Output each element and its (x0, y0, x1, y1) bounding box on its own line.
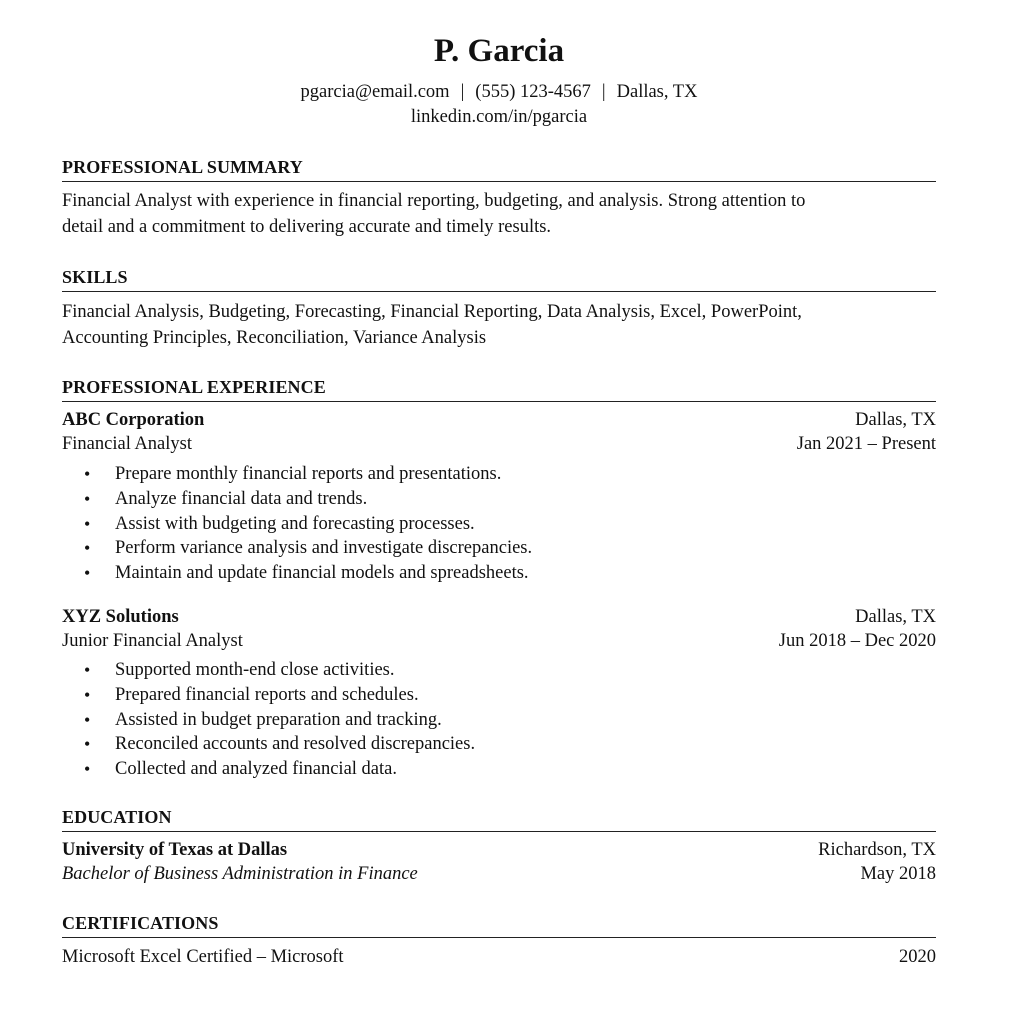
school-name: University of Texas at Dallas (62, 840, 288, 860)
job-location: Dallas, TX (855, 410, 936, 430)
phone-text: (555) 123-4567 (475, 82, 591, 102)
list-item: • Assisted in budget preparation and tracking. (62, 708, 936, 733)
company-name: XYZ Solutions (62, 607, 179, 627)
list-item: • Reconciled accounts and resolved discrepancies. (62, 732, 936, 757)
job-bullets (62, 658, 936, 782)
job-header (62, 605, 936, 629)
email-text: pgarcia@email.com (300, 82, 450, 102)
job-header (62, 408, 936, 432)
job-title: Financial Analyst (62, 434, 192, 454)
summary-line: Financial Analyst with experience in financial reporting, budgeting, and analysis. Strong attention to (62, 191, 806, 211)
job-dates: Jun 2018 – Dec 2020 (778, 631, 936, 651)
contact-separator: | (460, 82, 465, 102)
contact-separator: | (601, 82, 606, 102)
skills-line: Financial Analysis, Budgeting, Forecasting, Financial Reporting, Data Analysis, Excel, PowerPoint, (62, 302, 802, 322)
list-item: • Assist with budgeting and forecasting processes. (62, 512, 936, 537)
list-item: • Prepared financial reports and schedules. (62, 683, 936, 708)
education-header (62, 838, 936, 862)
list-item: • Prepare monthly financial reports and presentations. (62, 462, 936, 487)
certification-name: Microsoft Excel Certified – Microsoft (62, 947, 344, 967)
contact-line (62, 80, 936, 104)
list-item: • Collected and analyzed financial data. (62, 757, 936, 782)
graduation-date: May 2018 (860, 864, 936, 884)
section-title-summary: PROFESSIONAL SUMMARY (62, 156, 936, 182)
education-subheader (62, 862, 936, 886)
list-item: • Maintain and update financial models and spreadsheets. (62, 561, 936, 586)
candidate-name: P. Garcia (433, 33, 565, 69)
company-name: ABC Corporation (62, 410, 205, 430)
certification-row (62, 945, 936, 969)
section-title-certifications: CERTIFICATIONS (62, 912, 936, 938)
summary-text (62, 188, 936, 240)
job-dates: Jan 2021 – Present (796, 434, 936, 454)
list-item: • Perform variance analysis and investigate discrepancies. (62, 536, 936, 561)
job-location: Dallas, TX (855, 607, 936, 627)
job-subheader (62, 629, 936, 653)
skills-line: Accounting Principles, Reconciliation, Variance Analysis (62, 328, 487, 348)
job-bullets (62, 462, 936, 586)
section-title-education: EDUCATION (62, 806, 936, 832)
section-title-skills: SKILLS (62, 266, 936, 292)
summary-line: detail and a commitment to delivering accurate and timely results. (62, 217, 552, 237)
degree-name: Bachelor of Business Administration in Finance (62, 864, 418, 884)
list-item: • Analyze financial data and trends. (62, 487, 936, 512)
location-text: Dallas, TX (616, 82, 698, 102)
linkedin-line (62, 105, 936, 129)
linkedin-text: linkedin.com/in/pgarcia (410, 107, 588, 127)
school-location: Richardson, TX (818, 840, 936, 860)
certification-year: 2020 (899, 947, 936, 967)
section-title-experience: PROFESSIONAL EXPERIENCE (62, 376, 936, 402)
skills-text (62, 299, 936, 351)
job-title: Junior Financial Analyst (62, 631, 243, 651)
list-item: • Supported month-end close activities. (62, 658, 936, 683)
job-subheader (62, 432, 936, 456)
